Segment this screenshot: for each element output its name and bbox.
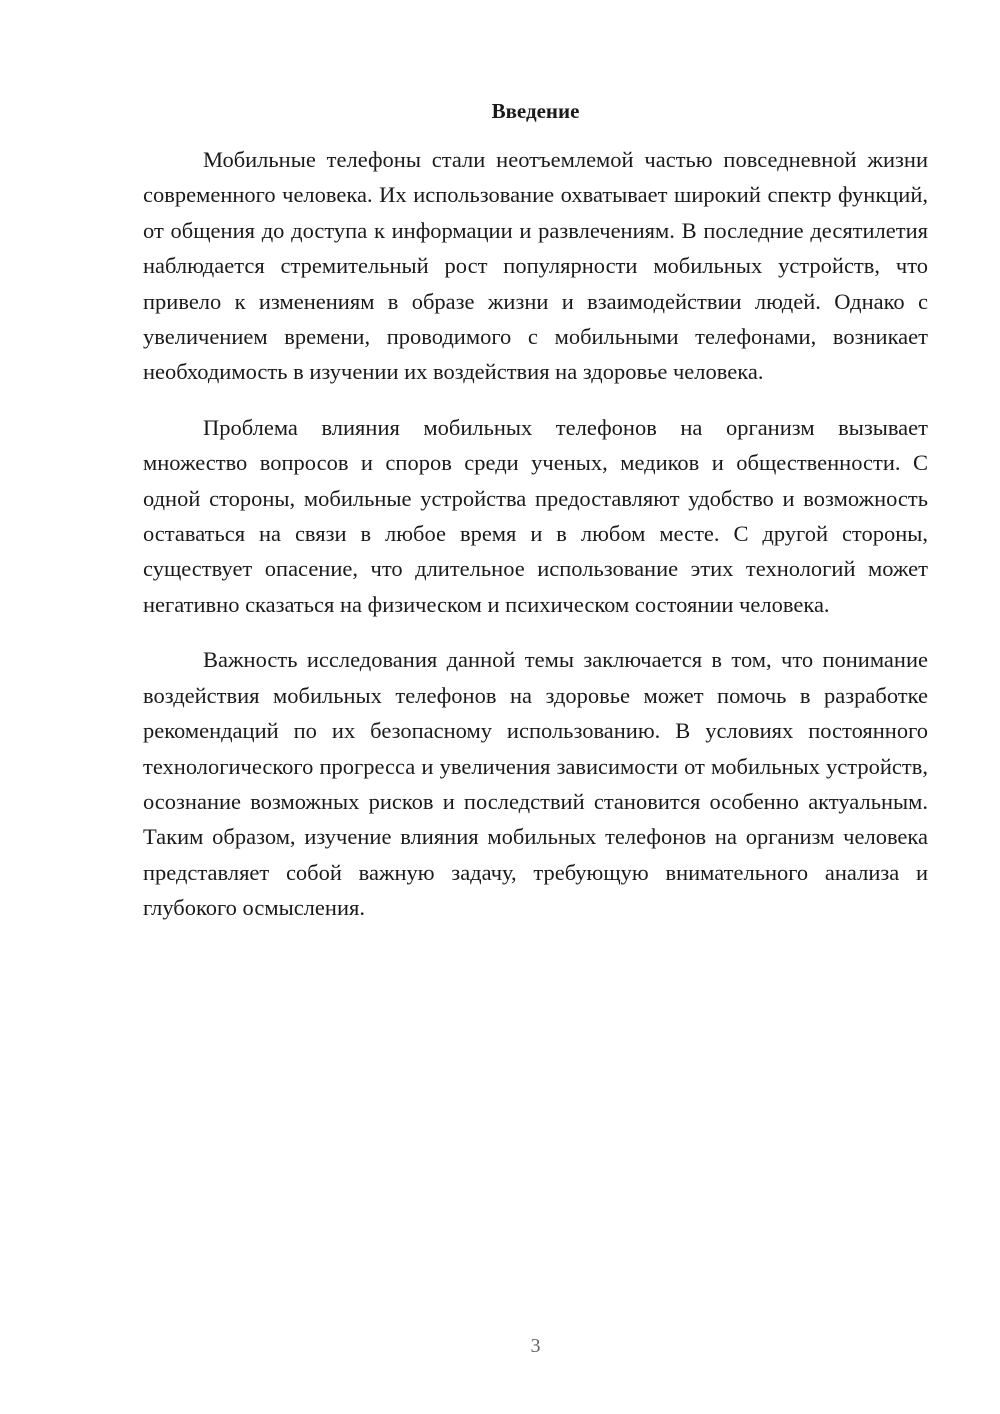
page-number: 3	[530, 1335, 541, 1357]
paragraph-2: Проблема влияния мобильных телефонов на организм вызывает множество вопросов и споров среди ученых, медиков и общественности. С одной стороны, мобильные устройства предоставляют удобство и возможность оставаться на связи в любое время и в любом месте. С другой стороны, существует опасение, что длительное использование этих технологий может негативно сказаться на физическом и психическом состоянии человека.	[143, 414, 928, 617]
section-heading: Введение	[491, 99, 580, 123]
body-text	[143, 142, 928, 946]
paragraph-3: Важность исследования данной темы заключается в том, что понимание воздействия мобильных телефонов на здоровье может помочь в разработке рекомендаций по их безопасному использованию. В условиях постоянного технологического прогресса и увеличения зависимости от мобильных устройств, осознание возможных рисков и последствий становится особенно актуальным. Таким образом, изучение влияния мобильных телефонов на организм человека представляет собой важную задачу, требующую внимательного анализа и глубокого осмысления.	[143, 647, 928, 921]
paragraph-1: Мобильные телефоны стали неотъемлемой частью повседневной жизни современного человека. Их использование охватывает широкий спектр функций, от общения до доступа к информации и развлечениям. В последние десятилетия наблюдается стремительный рост популярности мобильных устройств, что привело к изменениям в образе жизни и взаимодействии людей. Однако с увеличением времени, проводимого с мобильными телефонами, возникает необходимость в изучении их воздействия на здоровье человека.	[143, 147, 928, 385]
